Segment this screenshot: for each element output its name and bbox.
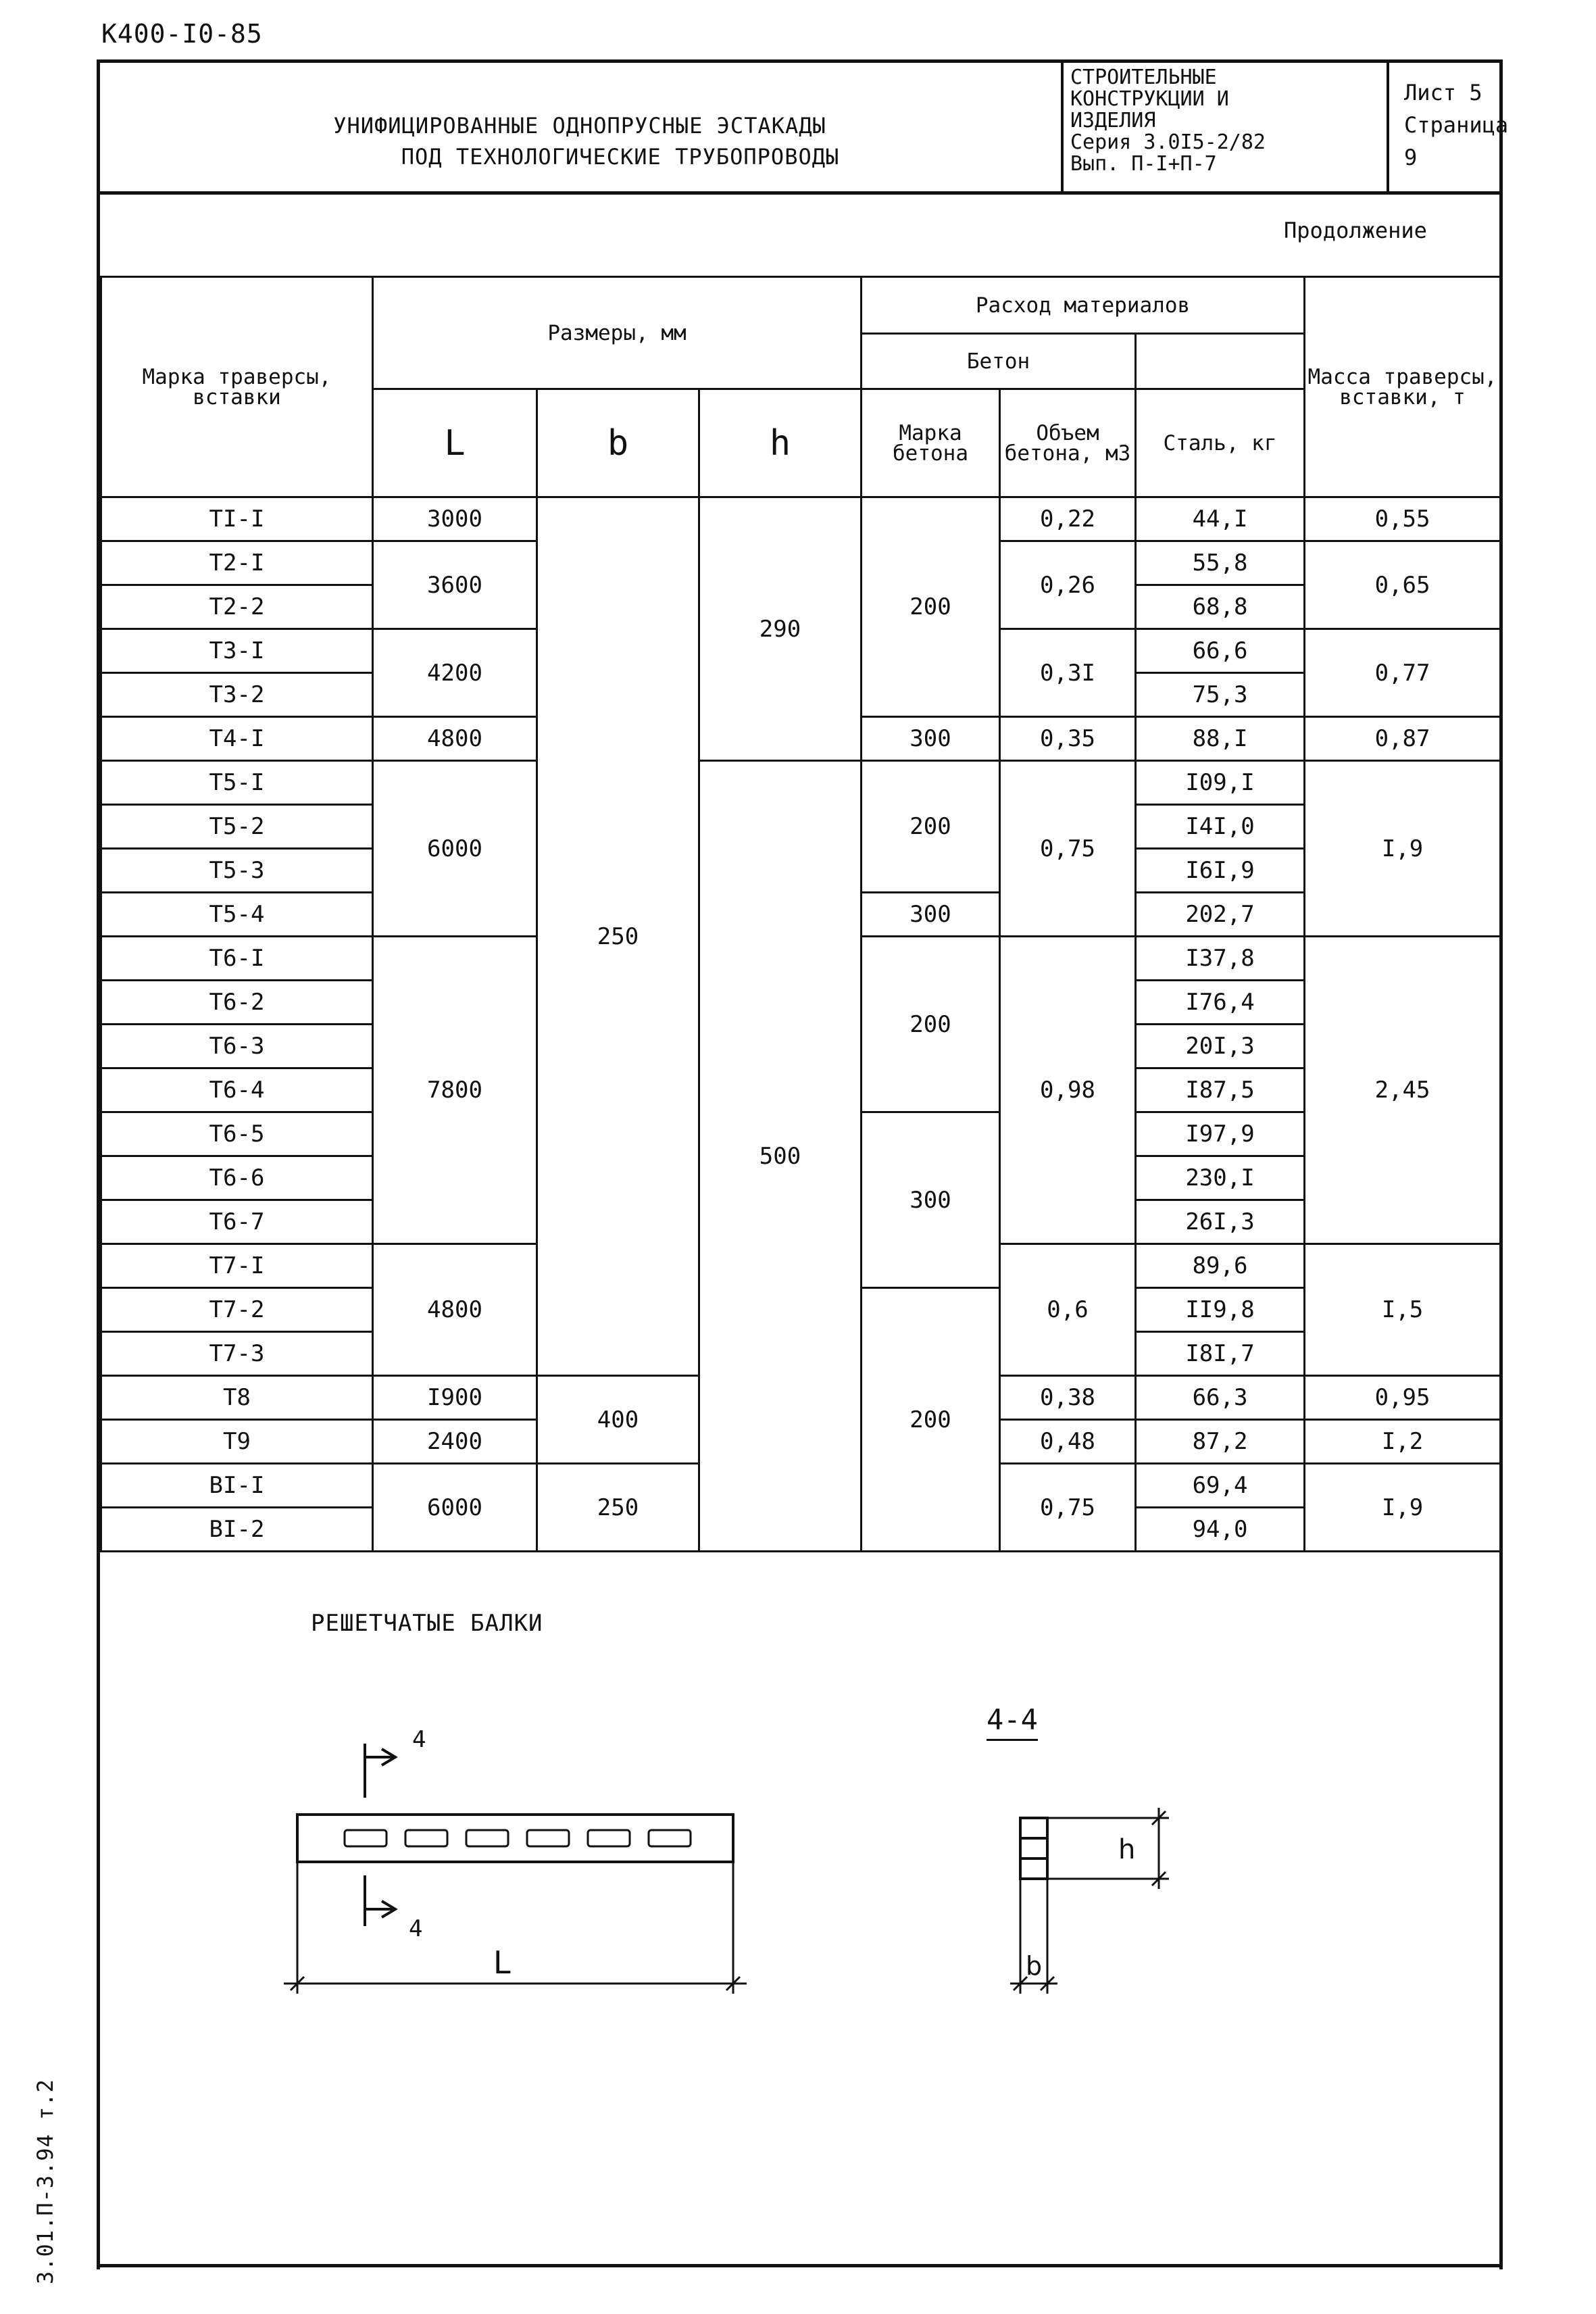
cell-steel: 68,8 <box>1136 585 1305 629</box>
cell-volume: 0,22 <box>1000 497 1136 541</box>
series-line-1: СТРОИТЕЛЬНЫЕ <box>1070 66 1217 89</box>
header-concrete-grade: Марка бетона <box>862 389 1000 497</box>
cell-steel: 55,8 <box>1136 541 1305 585</box>
cell-L: 3600 <box>373 541 537 629</box>
cell-steel: 44,I <box>1136 497 1305 541</box>
row-mark: T2-I <box>101 541 373 585</box>
cell-volume: 0,75 <box>1000 1464 1136 1552</box>
row-mark: T8 <box>101 1376 373 1420</box>
row-mark: T3-I <box>101 629 373 673</box>
header-mass: Масса траверсы, вставки, т <box>1305 277 1501 497</box>
header-h: h <box>699 389 862 497</box>
row-mark: T6-I <box>101 937 373 981</box>
header-sizes: Размеры, мм <box>373 277 862 389</box>
row-mark: T2-2 <box>101 585 373 629</box>
cell-steel: 202,7 <box>1136 893 1305 937</box>
row-mark: T6-6 <box>101 1156 373 1200</box>
row-mark: T4-I <box>101 717 373 761</box>
page-number: Страница 9 <box>1404 112 1509 170</box>
cell-steel: 66,3 <box>1136 1376 1305 1420</box>
cell-volume: 0,98 <box>1000 937 1136 1244</box>
cell-h: 290 <box>699 497 862 761</box>
header-concrete: Бетон <box>862 334 1136 389</box>
document-code: К400-I0-85 <box>101 19 263 49</box>
specification-table <box>100 276 1501 1552</box>
row-mark: T7-2 <box>101 1288 373 1332</box>
cell-mass: I,2 <box>1305 1420 1501 1464</box>
cell-L: I900 <box>373 1376 537 1420</box>
row-mark: T3-2 <box>101 673 373 717</box>
cell-steel: 20I,3 <box>1136 1025 1305 1068</box>
cell-steel: II9,8 <box>1136 1288 1305 1332</box>
cell-steel: I8I,7 <box>1136 1332 1305 1376</box>
cell-grade: 200 <box>862 497 1000 717</box>
cell-steel: I6I,9 <box>1136 849 1305 893</box>
series-line-5: Вып. П-I+П-7 <box>1070 152 1217 176</box>
cell-steel: 230,I <box>1136 1156 1305 1200</box>
title-line-1: УНИФИЦИРОВАННЫЕ ОДНОПРУСНЫЕ ЭСТАКАДЫ <box>333 113 826 139</box>
sheet-block <box>1404 76 1508 174</box>
cell-steel: 69,4 <box>1136 1464 1305 1508</box>
row-mark: T6-2 <box>101 981 373 1025</box>
page-frame-bottom <box>97 2264 1503 2267</box>
cell-L: 4800 <box>373 1244 537 1376</box>
cell-h: 500 <box>699 761 862 1552</box>
title-block <box>100 63 1509 195</box>
cell-L: 6000 <box>373 1464 537 1552</box>
cell-L: 4200 <box>373 629 537 717</box>
title-line-2: ПОД ТЕХНОЛОГИЧЕСКИЕ ТРУБОПРОВОДЫ <box>401 144 840 170</box>
beam-openings <box>345 1830 691 1846</box>
header-concrete-volume: Объем бетона, м3 <box>1000 389 1136 497</box>
length-label: L <box>493 1944 511 1981</box>
sheet-number: Лист 5 <box>1404 80 1482 105</box>
cell-mass: 0,65 <box>1305 541 1501 629</box>
beam-outline <box>297 1815 733 1862</box>
cell-mass: 0,55 <box>1305 497 1501 541</box>
cell-L: 7800 <box>373 937 537 1244</box>
cell-L: 4800 <box>373 717 537 761</box>
cell-steel: 89,6 <box>1136 1244 1305 1288</box>
document-title <box>100 110 1059 172</box>
row-mark: T7-3 <box>101 1332 373 1376</box>
section-outline <box>1020 1818 1047 1879</box>
side-code: 3.01.П-3.94 т.2 <box>32 2079 58 2284</box>
series-line-3: ИЗДЕЛИЯ <box>1070 109 1156 132</box>
cell-steel: 75,3 <box>1136 673 1305 717</box>
cell-L: 2400 <box>373 1420 537 1464</box>
cut-label-bottom: 4 <box>409 1915 423 1942</box>
row-mark: T5-4 <box>101 893 373 937</box>
cell-volume: 0,48 <box>1000 1420 1136 1464</box>
header-steel: Сталь, кг <box>1136 389 1305 497</box>
beams-title: РЕШЕТЧАТЫЕ БАЛКИ <box>311 1610 543 1637</box>
cell-mass: 0,87 <box>1305 717 1501 761</box>
cell-mass: 0,77 <box>1305 629 1501 717</box>
cell-b: 400 <box>537 1376 699 1464</box>
cell-mass: I,5 <box>1305 1244 1501 1376</box>
cell-steel: 66,6 <box>1136 629 1305 673</box>
row-mark: T5-2 <box>101 805 373 849</box>
lattice-beam-drawing <box>257 1683 797 2021</box>
row-mark: TI-I <box>101 497 373 541</box>
cell-b: 250 <box>537 1464 699 1552</box>
cell-steel: 87,2 <box>1136 1420 1305 1464</box>
row-mark: BI-I <box>101 1464 373 1508</box>
cell-grade: 200 <box>862 1288 1000 1552</box>
continuation-label: Продолжение <box>1284 218 1427 243</box>
row-mark: T5-I <box>101 761 373 805</box>
cell-mass: 2,45 <box>1305 937 1501 1244</box>
row-mark: T5-3 <box>101 849 373 893</box>
cell-steel: I37,8 <box>1136 937 1305 981</box>
cell-steel: 88,I <box>1136 717 1305 761</box>
cell-volume: 0,3I <box>1000 629 1136 717</box>
cell-mass: I,9 <box>1305 1464 1501 1552</box>
cell-volume: 0,38 <box>1000 1376 1136 1420</box>
cell-grade: 300 <box>862 1112 1000 1288</box>
cell-grade: 200 <box>862 937 1000 1112</box>
header-mark: Марка траверсы, вставки <box>101 277 373 497</box>
cell-steel: I4I,0 <box>1136 805 1305 849</box>
row-mark: T6-7 <box>101 1200 373 1244</box>
header-materials: Расход материалов <box>862 277 1305 334</box>
cell-steel: I87,5 <box>1136 1068 1305 1112</box>
header-blank <box>1136 334 1305 389</box>
cell-steel: I09,I <box>1136 761 1305 805</box>
cell-volume: 0,75 <box>1000 761 1136 937</box>
section-h-label: h <box>1118 1834 1136 1865</box>
row-mark: BI-2 <box>101 1508 373 1552</box>
row-mark: T6-4 <box>101 1068 373 1112</box>
cell-steel: I76,4 <box>1136 981 1305 1025</box>
cut-label-top: 4 <box>412 1726 426 1753</box>
section-drawing <box>1000 1798 1223 2007</box>
header-L: L <box>373 389 537 497</box>
cell-volume: 0,6 <box>1000 1244 1136 1376</box>
cell-mass: I,9 <box>1305 761 1501 937</box>
cell-mass: 0,95 <box>1305 1376 1501 1420</box>
header-b: b <box>537 389 699 497</box>
row-mark: T9 <box>101 1420 373 1464</box>
cell-L: 3000 <box>373 497 537 541</box>
row-mark: T7-I <box>101 1244 373 1288</box>
cell-volume: 0,26 <box>1000 541 1136 629</box>
cell-steel: 26I,3 <box>1136 1200 1305 1244</box>
row-mark: T6-3 <box>101 1025 373 1068</box>
cell-steel: 94,0 <box>1136 1508 1305 1552</box>
cell-grade: 200 <box>862 761 1000 893</box>
cell-steel: I97,9 <box>1136 1112 1305 1156</box>
series-block <box>1061 63 1389 191</box>
cell-grade: 300 <box>862 893 1000 937</box>
cell-L: 6000 <box>373 761 537 937</box>
cell-volume: 0,35 <box>1000 717 1136 761</box>
section-title: 4-4 <box>987 1703 1038 1741</box>
cell-b: 250 <box>537 497 699 1376</box>
series-line-4: Серия 3.0I5-2/82 <box>1070 130 1266 154</box>
cell-grade: 300 <box>862 717 1000 761</box>
row-mark: T6-5 <box>101 1112 373 1156</box>
series-line-2: КОНСТРУКЦИИ И <box>1070 87 1229 111</box>
section-b-label: b <box>1026 1951 1043 1981</box>
